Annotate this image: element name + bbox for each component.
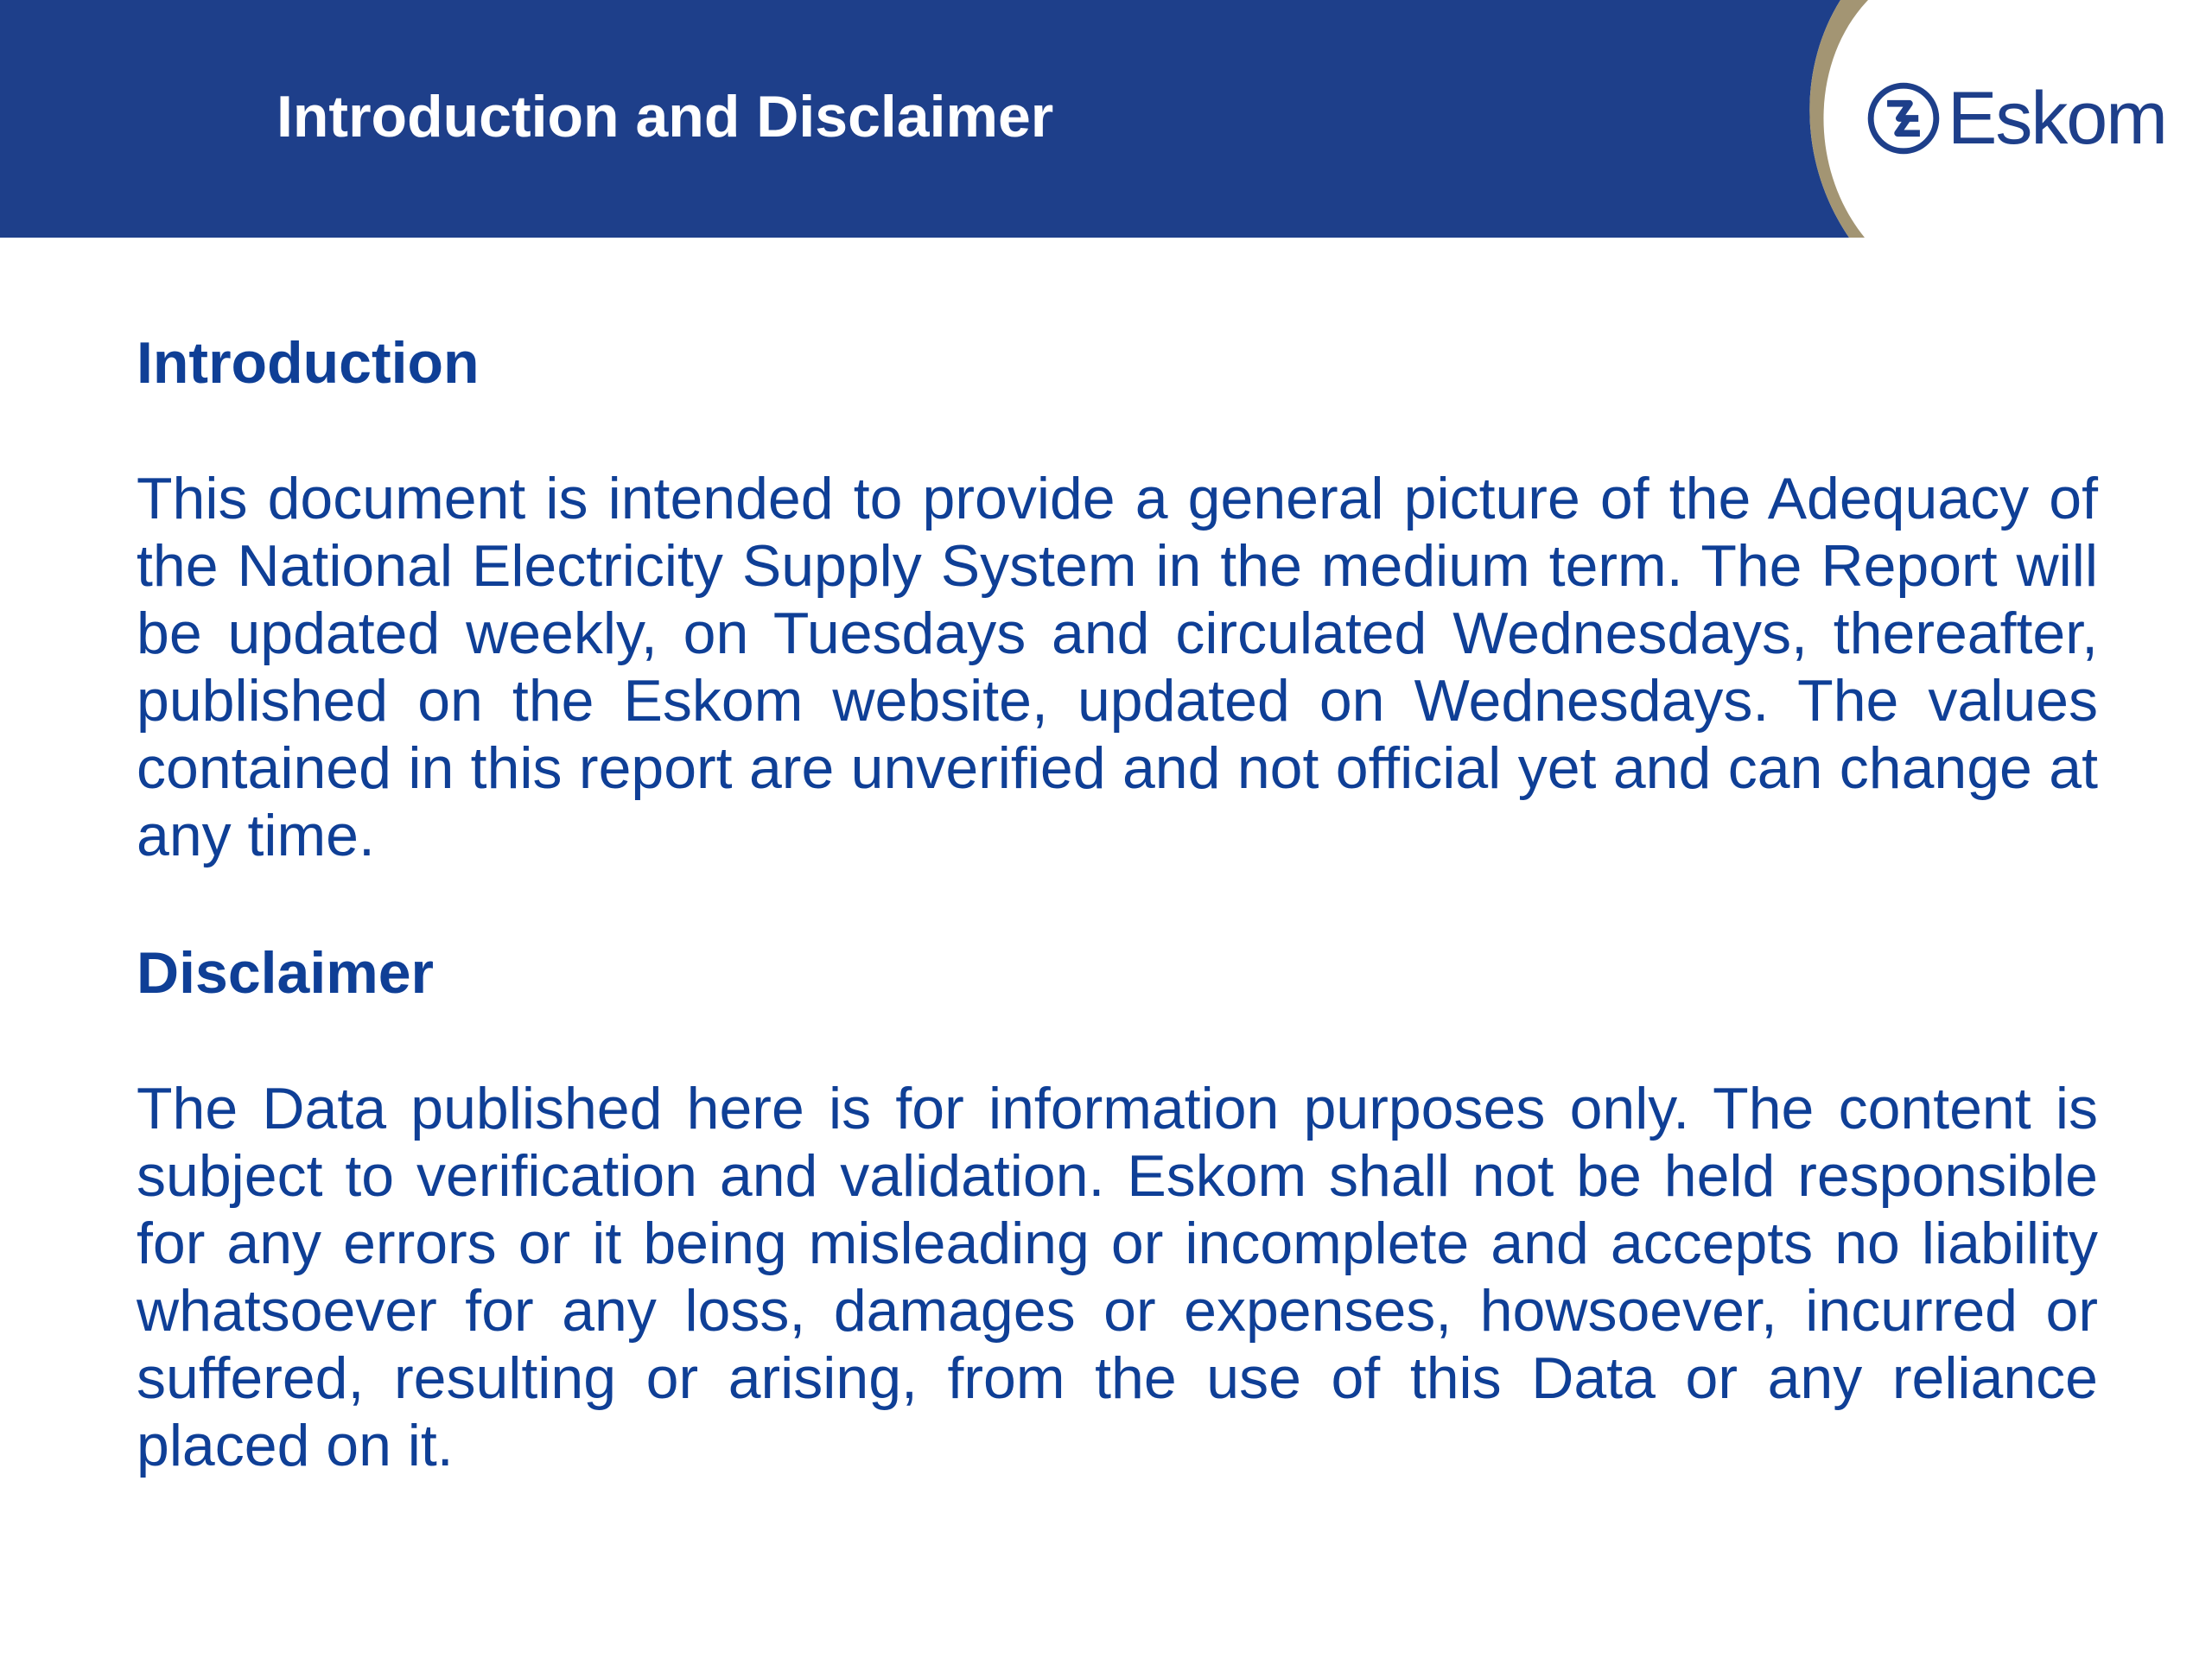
introduction-heading: Introduction xyxy=(137,330,480,396)
eskom-logo xyxy=(1866,77,2166,160)
eskom-logo-icon xyxy=(1866,81,1941,156)
slide-title: Introduction and Disclaimer xyxy=(276,84,1054,149)
disclaimer-heading: Disclaimer xyxy=(137,940,434,1006)
introduction-body: This document is intended to provide a general picture of the Adequacy of the National Electricity Supply System in the medium term. The Report will be updated weekly, on Tuesdays and circulated Wednesdays, thereafter, published on the Eskom website, updated on Wednesdays. The values contained in this report are unverified and not official yet and can change at any time. xyxy=(137,466,2098,868)
content-area xyxy=(137,328,2098,1479)
logo-text: Eskom xyxy=(1948,77,2166,160)
disclaimer-body: The Data published here is for information purposes only. The content is subject to verification and validation. Eskom shall not be held responsible for any errors or it being misleading or incomplete and accepts no liability whatsoever for any loss, damages or expenses, howsoever, incurred or suffered, resulting or arising, from the use of this Data or any reliance placed on it. xyxy=(137,1076,2098,1478)
